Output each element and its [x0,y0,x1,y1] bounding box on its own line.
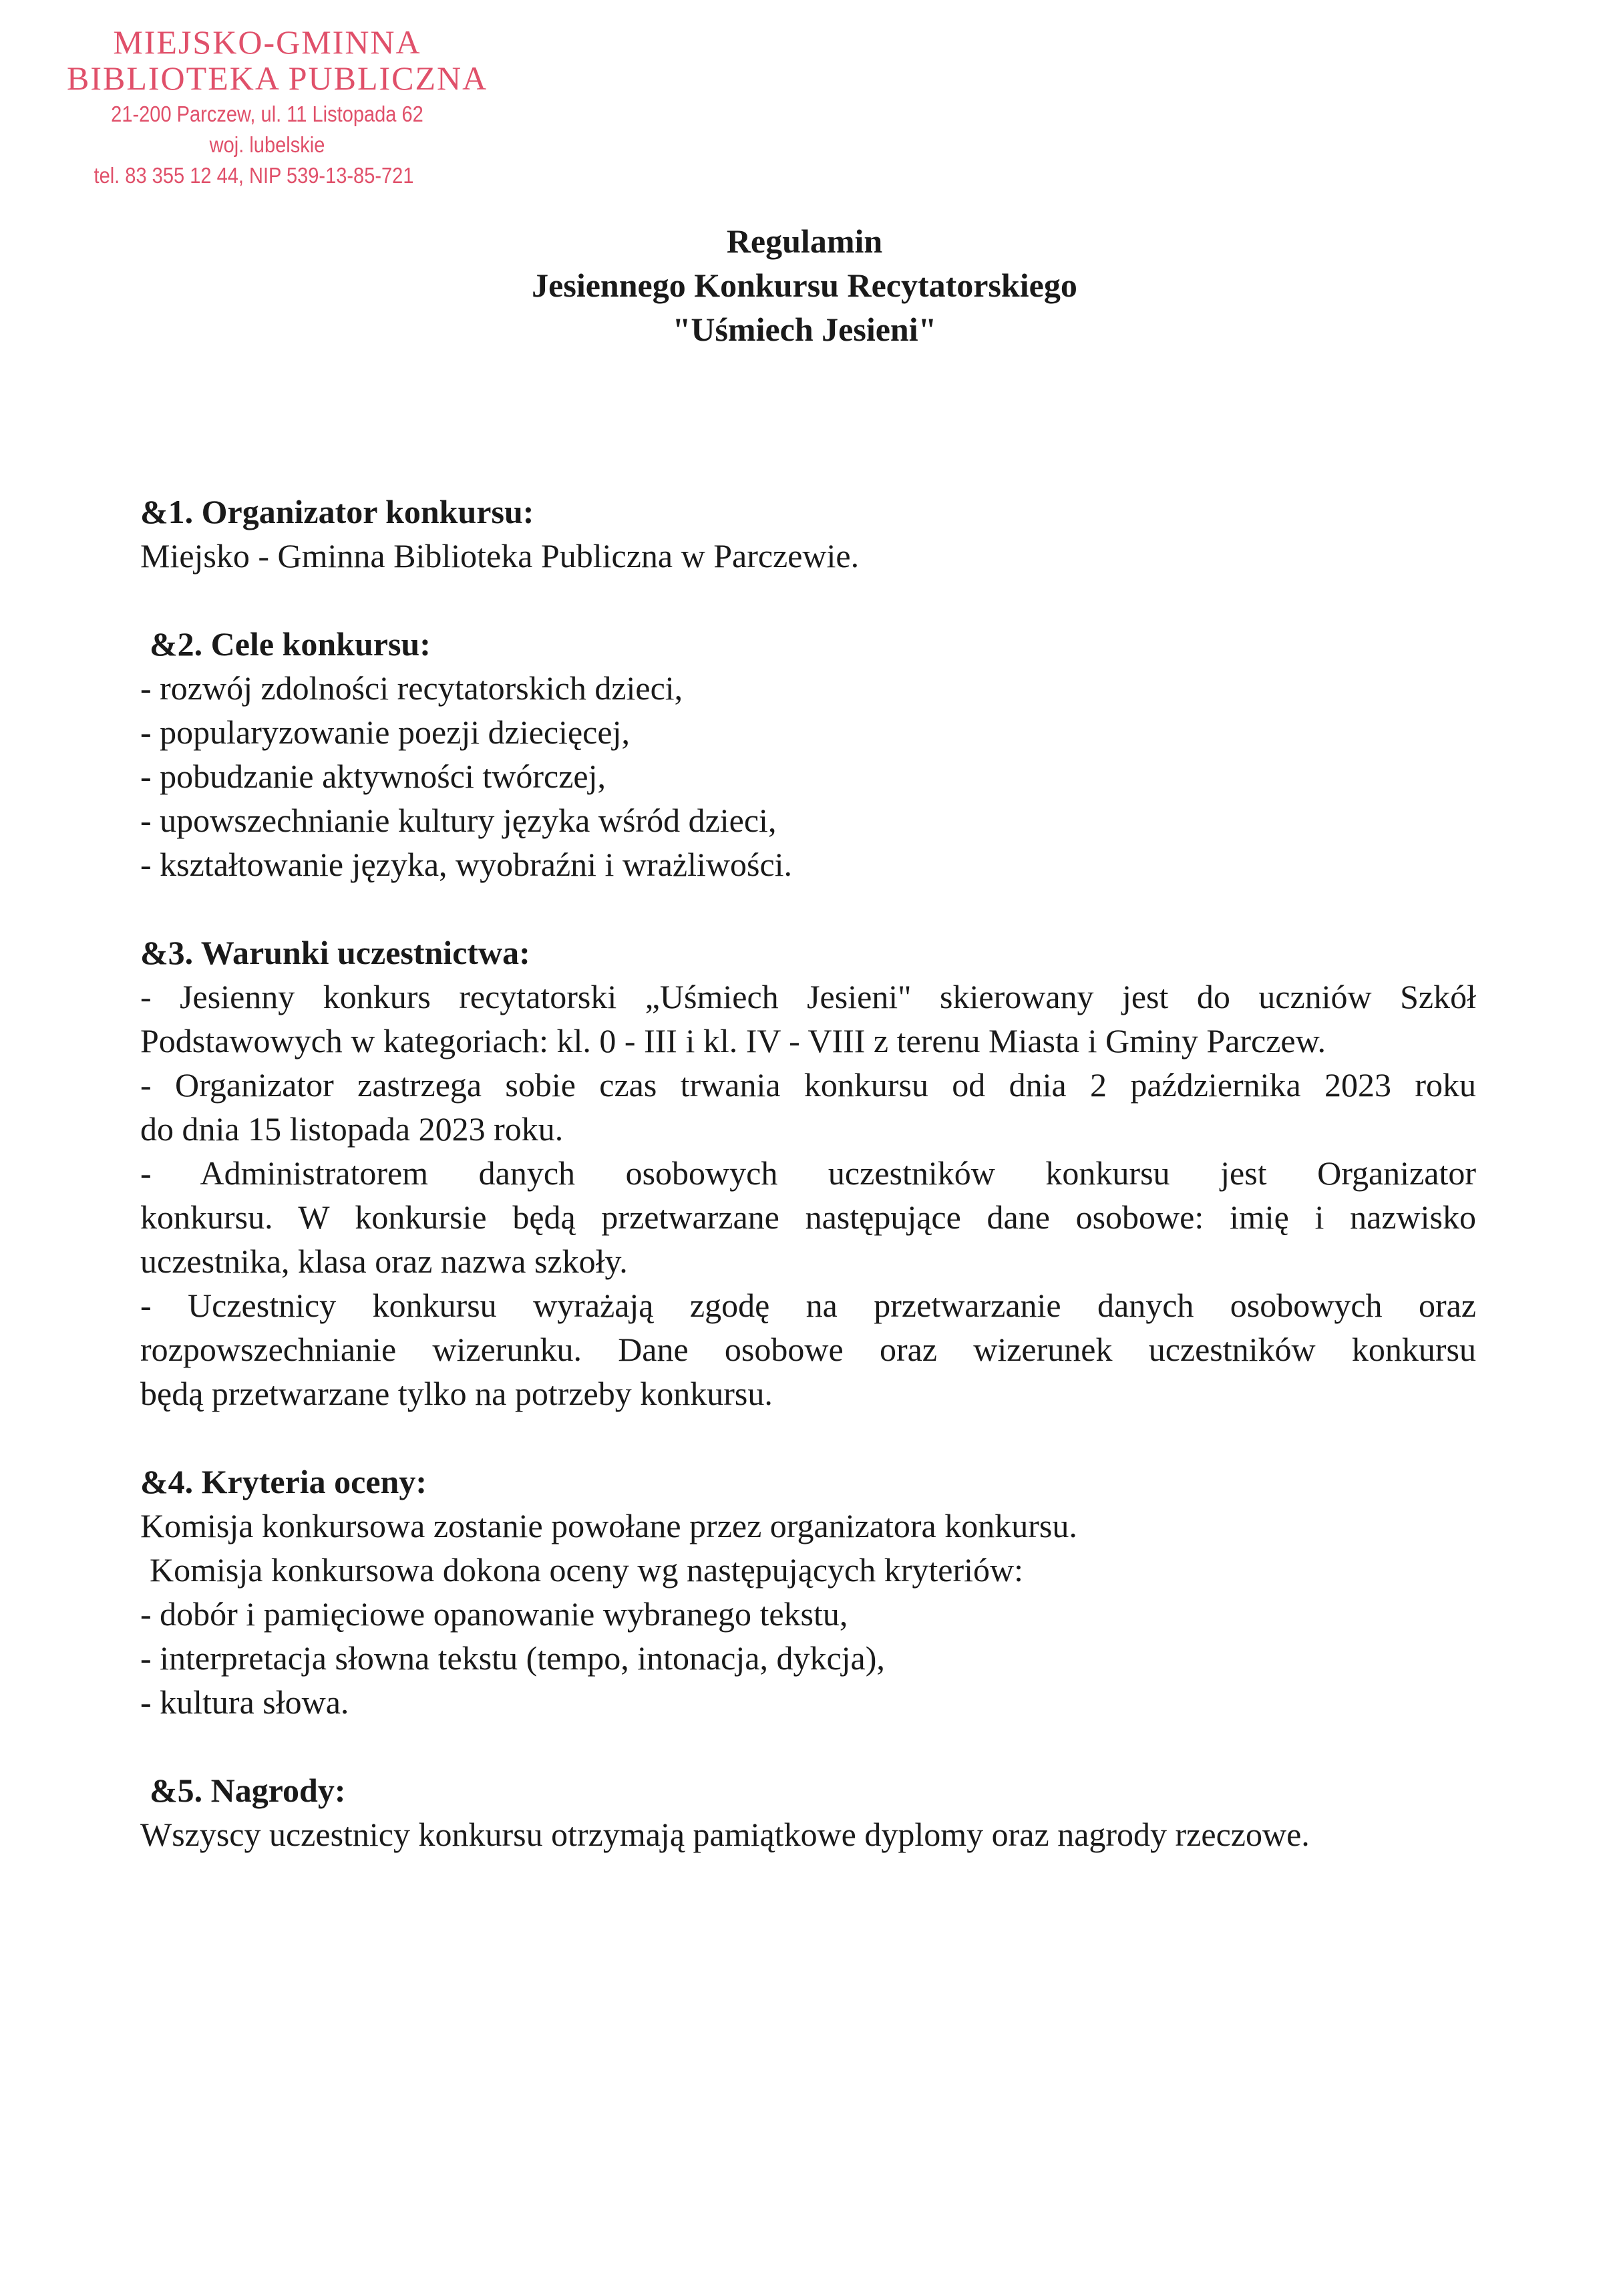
section-line: Wszyscy uczestnicy konkursu otrzymają pamiątkowe dyplomy oraz nagrody rzeczowe. [140,1816,1310,1853]
section-line: - kształtowanie języka, wyobraźni i wrażliwości. [140,846,793,883]
title-line-3: "Uśmiech Jesieni" [672,311,937,348]
stamp-contact: tel. 83 355 12 44, NIP 539-13-85-721 [94,163,414,188]
stamp-name-line1: MIEJSKO-GMINNA [113,23,421,61]
section-line: uczestnika, klasa oraz nazwa szkoły. [140,1243,628,1280]
section-line: - pobudzanie aktywności twórczej, [140,758,606,795]
stamp-name-line2: BIBLIOTEKA PUBLICZNA [67,59,488,97]
regulations-body [140,490,1476,1856]
section-goals [140,622,1476,886]
section-line: Komisja konkursowa dokona oceny wg następujących kryteriów: [150,1551,1024,1589]
stamp-address: 21-200 Parczew, ul. 11 Listopada 62 [111,102,423,126]
section-line: - popularyzowanie poezji dziecięcej, [140,713,630,751]
section-line: - Jesienny konkurs recytatorski „Uśmiech Jesieni" skierowany jest do uczniów Szkół [140,978,1476,1015]
section-line: - interpretacja słowna tekstu (tempo, intonacja, dykcja), [140,1639,885,1677]
section-line: - rozwój zdolności recytatorskich dzieci, [140,669,683,707]
section-line: - kultura słowa. [140,1683,349,1721]
section-organizer [140,490,1476,578]
section-heading: &1. Organizator konkursu: [140,493,534,530]
section-line: - Organizator zastrzega sobie czas trwania konkursu od dnia 2 października 2023 roku [140,1066,1476,1104]
section-line: - Uczestnicy konkursu wyrażają zgodę na przetwarzanie danych osobowych oraz [140,1287,1476,1324]
section-line: - upowszechnianie kultury języka wśród dzieci, [140,802,777,839]
document-title [0,219,1609,351]
section-line: rozpowszechnianie wizerunku. Dane osobowe oraz wizerunek uczestników konkursu [140,1331,1476,1368]
section-line: Miejsko - Gminna Biblioteka Publiczna w Parczewie. [140,537,860,575]
library-stamp [67,23,488,191]
section-heading: &2. Cele konkursu: [150,625,431,663]
section-heading: &4. Kryteria oceny: [140,1463,427,1500]
section-heading: &3. Warunki uczestnictwa: [140,934,530,971]
stamp-region: woj. lubelskie [209,132,325,157]
section-line: Komisja konkursowa zostanie powołane przez organizatora konkursu. [140,1507,1077,1544]
section-evaluation-criteria [140,1460,1476,1724]
section-line: - dobór i pamięciowe opanowanie wybranego tekstu, [140,1595,848,1633]
section-participation-conditions [140,931,1476,1416]
section-line: będą przetwarzane tylko na potrzeby konkursu. [140,1375,773,1412]
section-heading: &5. Nagrody: [150,1772,346,1809]
section-line: Podstawowych w kategoriach: kl. 0 - III i kl. IV - VIII z terenu Miasta i Gminy Parczew. [140,1022,1326,1059]
section-line: - Administratorem danych osobowych uczestników konkursu jest Organizator [140,1154,1476,1192]
title-line-1: Regulamin [726,222,883,260]
section-line: konkursu. W konkursie będą przetwarzane następujące dane osobowe: imię i nazwisko [140,1198,1476,1236]
section-line: do dnia 15 listopada 2023 roku. [140,1110,564,1148]
title-line-2: Jesiennego Konkursu Recytatorskiego [532,267,1077,304]
section-prizes [140,1768,1476,1856]
